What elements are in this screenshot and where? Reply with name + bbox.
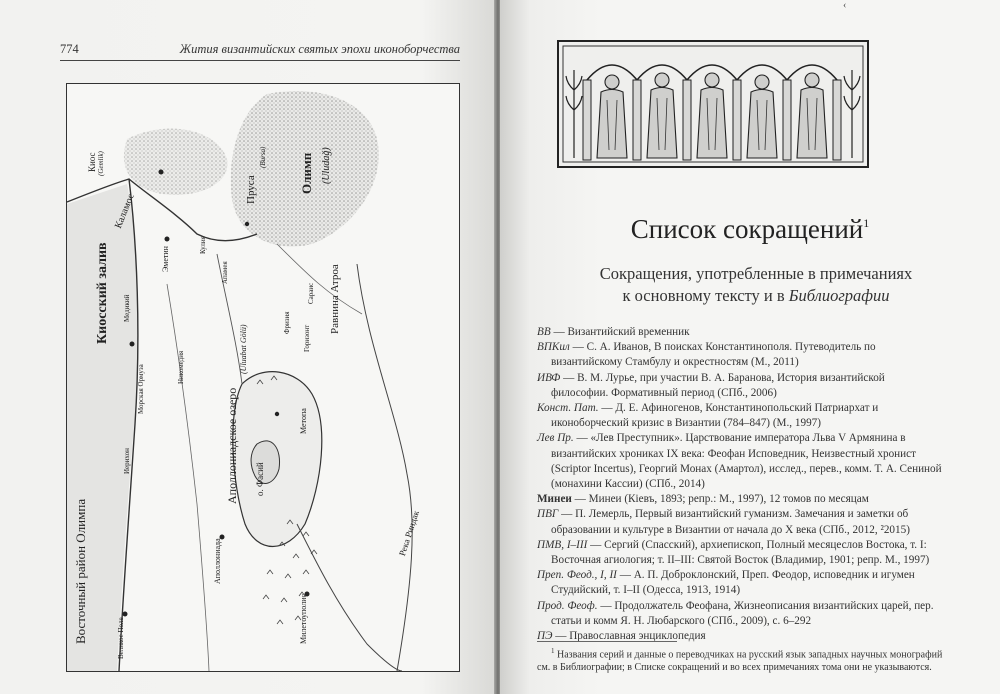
subtitle-emphasis: Библиографии xyxy=(788,286,890,305)
abbr-entry xyxy=(537,325,943,340)
abbr-key: ВВ xyxy=(537,326,551,338)
abbr-text: — Продолжатель Феофана, Жизнеописания византийских царей, пер. статьи и комм Я. Н. Любарского (СПб., 2009), с. 6–292 xyxy=(551,599,934,627)
abbr-key: ИВФ xyxy=(537,371,561,384)
abbr-text: — «Лев Преступник». Царствование императора Льва V Армянина в византийских хрониках IX века: Феофан Исповедник, Неизвестный хронист (Scriptor Incertus), Георгий Монах (Амартол), исслед., перев., комм. Т. А. Сениной (монахини Кассии) (СПб., 2014) xyxy=(551,432,942,491)
rhyndak-river xyxy=(357,264,412,671)
abbr-text: — П. Лемерль, Первый византийский гуманизм. Замечания и заметки об образовании и культуре в Византии от начала до X века (СПб., 2012, ²2015) xyxy=(551,508,910,536)
map-label-small-10: Сараис xyxy=(307,282,315,304)
abbr-entry xyxy=(537,538,943,568)
abbr-entry xyxy=(537,401,943,431)
footnote-mark: 1 xyxy=(551,647,555,655)
saints-frieze-illustration xyxy=(557,40,869,168)
abbr-key: ВПКил xyxy=(537,341,570,354)
river-south xyxy=(297,524,402,671)
map-label-apollonias-latin: (Uluabat Gölü) xyxy=(239,324,248,374)
abbr-key: ПЭ xyxy=(537,630,553,643)
map-label-apollonias-lake: Аполлониадское озеро xyxy=(225,387,239,504)
abbr-text: — Минеи (Кіевъ, 1893; репр.: М., 1997), 12 томов по месяцам xyxy=(571,493,869,506)
abbr-key: Прод. Феоф. xyxy=(537,599,598,612)
abbr-key: Преп. Феод., I, II xyxy=(537,569,617,582)
abbr-entry xyxy=(537,599,943,629)
map-label-small-9: Апамея xyxy=(221,261,229,284)
footnote xyxy=(537,645,943,674)
chapter-title-text: Список сокращений xyxy=(630,214,864,244)
abbr-text: — Д. Е. Афиногенов, Константинопольский Патриархат и иконоборческий кризис в Византии (784–847) (М., 1997) xyxy=(551,402,879,430)
map-label-prusa: Пруса xyxy=(245,175,257,204)
map-label-plains-atroa: Равнина Атроа xyxy=(329,264,341,334)
map-label-small-8: Кулия xyxy=(199,236,207,254)
map-label-olympus: Олимп xyxy=(299,152,314,194)
abbr-entry xyxy=(537,507,943,537)
footnote-rule xyxy=(537,641,677,642)
map-label-fasiy-island: о. Фасий xyxy=(255,462,265,496)
map-figure xyxy=(66,83,460,672)
abbr-entry xyxy=(537,492,943,507)
map-label-small-1: Эметин xyxy=(161,246,170,272)
abbr-key: Минеи xyxy=(537,493,572,506)
map-label-small-7: Фризия xyxy=(283,311,291,334)
top-mark: ‹ xyxy=(843,0,847,11)
map-label-kios-gulf: Киосский залив xyxy=(95,242,110,344)
map-label-rhyndak-river: Река Риндак xyxy=(397,509,422,558)
abbr-text: — Византийский временник xyxy=(550,326,690,338)
map-label-small-5: Великое Поле xyxy=(117,617,125,659)
abbr-text: — С. А. Иванов, В поисках Константинополя. Путеводитель по византийскому Стамбулу и окрестностям (М., 2011) xyxy=(551,341,876,369)
map-label-miletoupolis: Милетоуполис xyxy=(299,593,308,644)
chapter-title-note: 1 xyxy=(863,216,870,230)
map-label-prusa-latin: (Bursa) xyxy=(259,146,267,168)
abbr-entry xyxy=(537,371,943,401)
map-label-small-2: Медикий xyxy=(123,294,131,322)
map-label-kalamos: Каламос xyxy=(113,192,137,231)
map-label-small-11: Горизонт xyxy=(303,324,311,352)
road-north xyxy=(277,244,362,314)
running-title: Жития византийских святых эпохи иконоборчества xyxy=(179,42,460,56)
map-label-kios-latin: (Gemlik) xyxy=(97,151,105,176)
map-drawing xyxy=(67,84,459,671)
abbr-key: Конст. Пат. xyxy=(537,402,599,415)
hill-area xyxy=(124,129,228,195)
map-label-olympus-latin: (Uludağ) xyxy=(321,147,332,184)
abbr-entry xyxy=(537,340,943,370)
abbr-entry xyxy=(537,568,943,598)
footnote-text: Названия серий и данные о переводчиках на русский язык западных научных монографий см. в Библиографии; в Списке сокращений и во всех примечаниях тома они не указываются. xyxy=(537,649,943,674)
map-label-small-4: Иерихон xyxy=(123,448,131,474)
abbr-key: ПВГ xyxy=(537,508,559,521)
running-head-left xyxy=(60,40,460,61)
abbreviations-list xyxy=(537,325,943,644)
abbr-entry xyxy=(537,431,943,492)
abbr-key: Лев Пр. xyxy=(537,432,574,445)
map-label-small-6: Никомедия xyxy=(177,350,185,384)
abbr-text: — В. М. Лурье, при участии В. А. Баранова, История византийской философии. Формативный период (СПб., 2006) xyxy=(551,371,885,399)
chapter-subtitle xyxy=(540,263,972,307)
map-label-kios: Киос xyxy=(87,152,97,172)
map-label-metopa: Метопа xyxy=(299,408,308,434)
abbr-text: — А. П. Доброклонский, Преп. Феодор, исповедник и игумен Студийский, т. I–II (Одесса, 1913, 1914) xyxy=(551,569,915,597)
subtitle-line-2: к основному тексту и в Библиографии xyxy=(622,286,890,305)
map-label-apollonias: Аполлониада xyxy=(213,538,222,584)
abbr-key: ПМВ, I–III xyxy=(537,538,588,551)
abbr-text: — Православная энциклопедия xyxy=(552,630,706,643)
chapter-title xyxy=(500,214,1000,245)
page-number: 774 xyxy=(60,42,79,56)
subtitle-line-1: Сокращения, употребленные в примечаниях xyxy=(599,264,913,283)
abbr-text: — Сергий (Спасский), архиепископ, Полный месяцеслов Востока, т. I: Восточная агиология; т. II–III: Святой Восток (Владимир, 1901; репр. М., 1997) xyxy=(551,538,930,567)
map-label-small-3: Морская Ормуза xyxy=(137,364,145,414)
road-line xyxy=(167,284,209,671)
map-label-eastern-olympus: Восточный район Олимпа xyxy=(73,498,88,644)
